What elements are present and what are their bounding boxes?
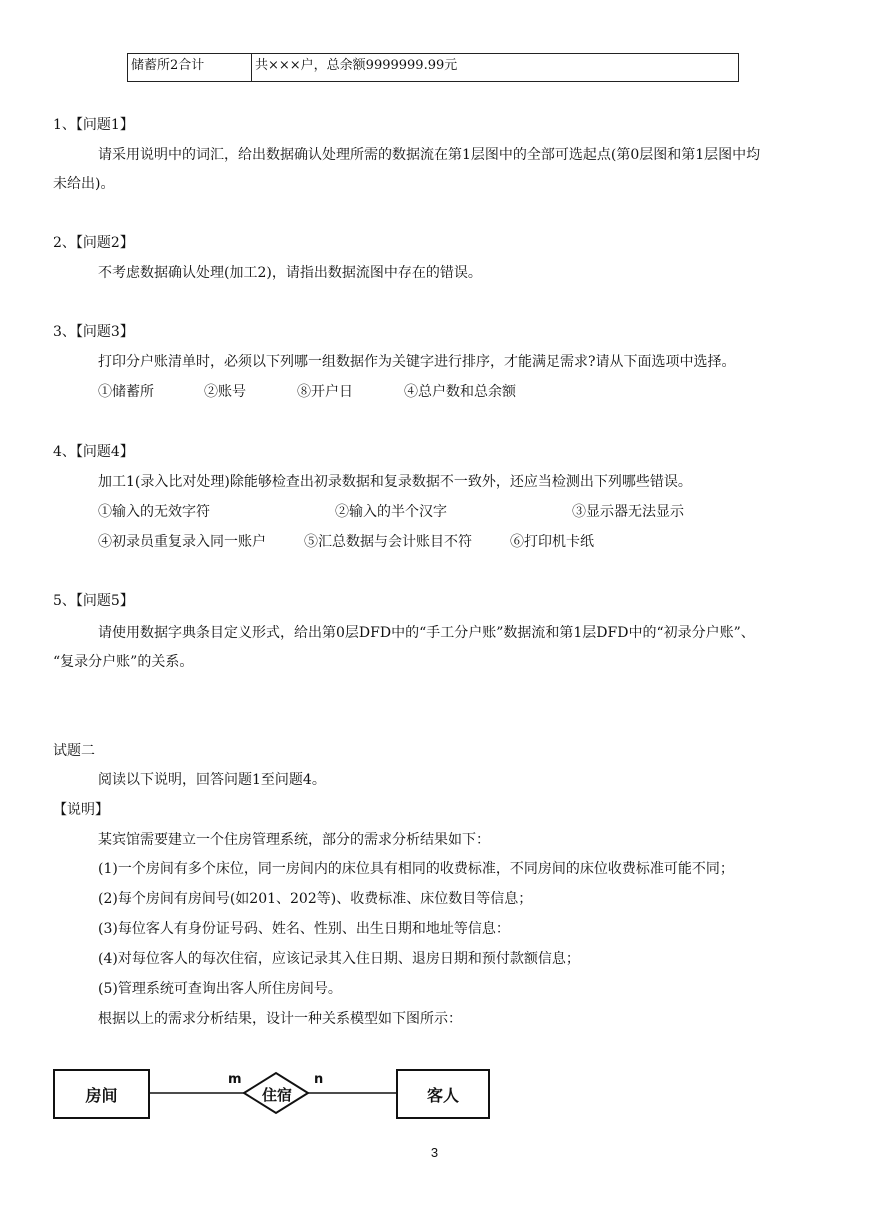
section2-line-4: (4)对每位客人的每次住宿，应该记录其入住日期、退房日期和预付款额信息； [98,951,580,967]
q2-text-line1: 不考虑数据确认处理(加工2)，请指出数据流图中存在的错误。 [98,265,482,281]
section2-line-3: (3)每位客人有身份证号码、姓名、性别、出生日期和地址等信息： [98,921,510,937]
section2-line-2: (2)每个房间有房间号(如201、202等)、收费标准、床位数目等信息； [98,891,533,907]
q1-text-line1: 请采用说明中的词汇，给出数据确认处理所需的数据流在第1层图中的全部可选起点(第0层图和第1层图中均 [98,147,761,163]
q2-heading: 2、【问题2】 [53,235,134,251]
section2-line-6: 根据以上的需求分析结果，设计一种关系模型如下图所示： [98,1011,462,1027]
section2-title: 试题二 [53,743,95,759]
q5-text-line2: “复录分户账”的关系。 [53,654,194,670]
q3-text-line1: 打印分户账清单时，必须以下列哪一组数据作为关键字进行排序，才能满足需求?请从下面选项中选择。 [98,354,736,370]
er-cardinality-right: n [314,1072,324,1087]
q4-option-6: ⑥打印机卡纸 [510,534,594,550]
q4-option-4: ④初录员重复录入同一账户 [98,534,266,550]
page-number: 3 [430,1145,439,1160]
section2-line-5: (5)管理系统可查询出客人所住房间号。 [98,981,342,997]
er-relation-label: 住宿 [262,1086,293,1104]
q4-option-2: ②输入的半个汉字 [335,504,447,520]
q4-option-5: ⑤汇总数据与会计账目不符 [304,534,472,550]
q3-option-4: ④总户数和总余额 [404,384,516,400]
section2-intro: 阅读以下说明，回答问题1至问题4。 [98,772,326,788]
er-cardinality-left: m [228,1072,242,1087]
q5-text-line1: 请使用数据字典条目定义形式，给出第0层DFD中的“手工分户账”数据流和第1层DFD中的“初录分户账”、 [98,625,755,641]
q3-option-1: ①储蓄所 [98,384,154,400]
q4-option-3: ③显示器无法显示 [572,504,684,520]
q1-text-line2: 未给出)。 [53,176,115,192]
q4-text-line1: 加工1(录入比对处理)除能够检查出初录数据和复录数据不一致外，还应当检测出下列哪些错误。 [98,474,692,490]
q3-option-3: ⑧开户日 [297,384,353,400]
summary-label-cell: 储蓄所2合计 [128,54,252,81]
q5-heading: 5、【问题5】 [53,593,134,609]
q3-heading: 3、【问题3】 [53,324,134,340]
er-entity-right: 客人 [396,1069,490,1119]
q1-heading: 1、【问题1】 [53,117,134,133]
q3-option-2: ②账号 [204,384,246,400]
section2-line-0: 某宾馆需要建立一个住房管理系统，部分的需求分析结果如下： [98,832,490,848]
section2-line-1: (1)一个房间有多个床位，同一房间内的床位具有相同的收费标准，不同房间的床位收费标准可能不同； [98,861,734,877]
q4-heading: 4、【问题4】 [53,444,134,460]
section2-desc-heading: 【说明】 [53,802,109,818]
q4-option-1: ①输入的无效字符 [98,504,210,520]
er-entity-left: 房间 [53,1069,150,1119]
summary-value-cell: 共×××户，总余额9999999.99元 [255,58,458,73]
